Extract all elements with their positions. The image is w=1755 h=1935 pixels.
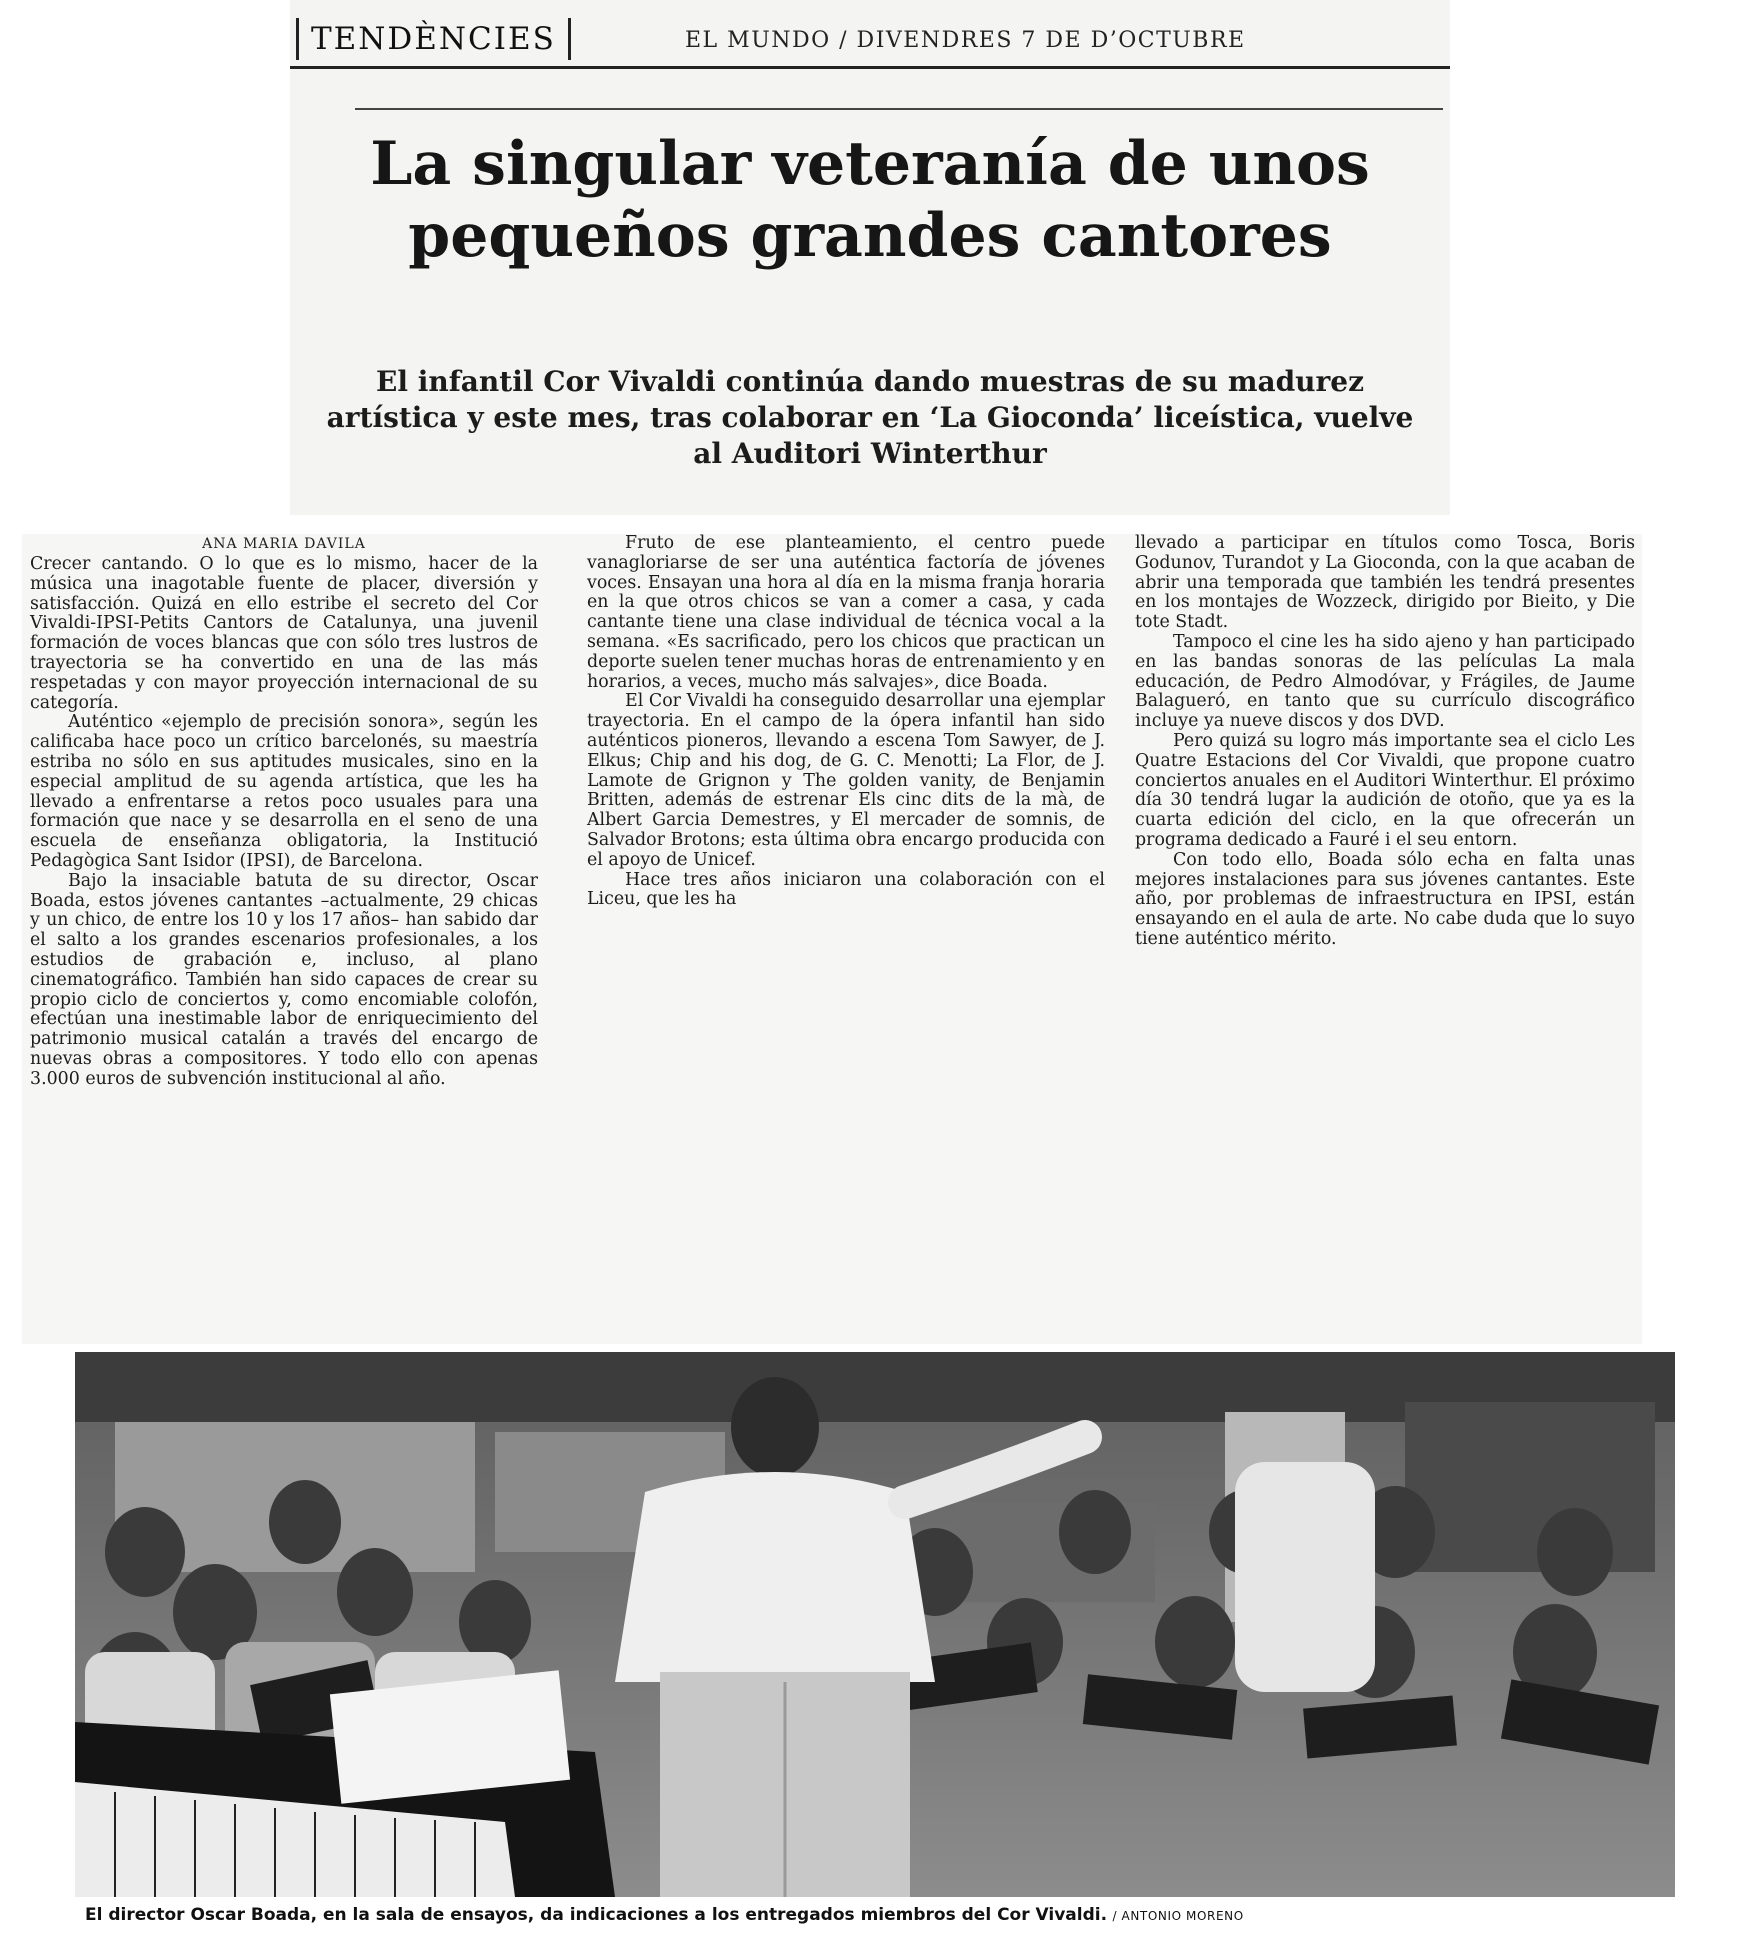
photo-credit: / ANTONIO MORENO <box>1112 1909 1244 1923</box>
photo-caption <box>85 1900 1665 1930</box>
section-header <box>290 14 1450 69</box>
paragraph: Pero quizá su logro más importante sea el ciclo Les Quatre Estacions del Cor Vivaldi, que propone cuatro conciertos anuales en el Auditori Winterthur. El próximo día 30 tendrá lugar la audición de otoño, que ya es la cuarta edición del ciclo, en la que ofrecerán un programa dedicado a Fauré i el seu entorn. <box>1135 730 1635 850</box>
headline: La singular veteranía de unos pequeños grandes cantores <box>370 129 1370 271</box>
paragraph: Bajo la insaciable batuta de su director, Oscar Boada, estos jóvenes cantantes –actualmente, 29 chicas y un chico, de entre los 10 y los 17 años– han sabido dar el salto a los grandes escenarios profesionales, a los estudios de grabación e, incluso, al plano cinematográfico. También han sido capaces de crear su propio ciclo de conciertos y, como encomiable colofón, efectúan una inestimable labor de enriquecimiento del patrimonio musical catalán a través del encargo de nuevas obras a compositores. Y todo ello con apenas 3.000 euros de subvención institucional al año. <box>30 870 538 1089</box>
paragraph: El Cor Vivaldi ha conseguido desarrollar una ejemplar trayectoria. En el campo de la ópera infantil han sido auténticos pioneros, llevando a escena Tom Sawyer, de J. Elkus; Chip and his dog, de G. C. Menotti; La Flor, de J. Lamote de Grignon y The golden vanity, de Benjamin Britten, además de estrenar Els cinc dits de la mà, de Albert Garcia Demestres, y El mercader de somnis, de Salvador Brotons; esta última obra encargo producida con el apoyo de Unicef. <box>587 691 1105 870</box>
paragraph: Auténtico «ejemplo de precisión sonora», según les calificaba hace poco un crítico barcelonés, su maestría estriba no sólo en sus aptitudes musicales, sino en la especial amplitud de su agenda artística, que les ha llevado a enfrentarse a retos poco usuales para una formación que nace y se desarrolla en el seno de una escuela de enseñanza obligatoria, la Institució Pedagògica Sant Isidor (IPSI), de Barcelona. <box>30 712 538 871</box>
caption-text: El director Oscar Boada, en la sala de ensayos, da indicaciones a los entregados miembros del Cor Vivaldi. <box>85 1905 1108 1925</box>
article-column-1 <box>30 534 538 1090</box>
paragraph: llevado a participar en títulos como Tosca, Boris Godunov, Turandot y La Gioconda, con la que acaban de abrir una temporada que también les tendrá presentes en los montajes de Wozzeck, dirigido por Bieito, y Die tote Stadt. <box>1135 533 1635 633</box>
paragraph: Con todo ello, Boada sólo echa en falta unas mejores instalaciones para sus jóvenes cantantes. Este año, por problemas de infraestructura en IPSI, están ensayando en el aula de arte. No cabe duda que lo suyo tiene auténtico mérito. <box>1135 849 1635 949</box>
subheadline: El infantil Cor Vivaldi continúa dando muestras de su madurez artística y este mes, tras colaborar en ‘La Gioconda’ liceística, vuelve al Auditori Winterthur <box>326 365 1414 470</box>
article-column-2 <box>587 534 1105 910</box>
choir-rehearsal-photo <box>75 1352 1675 1897</box>
section-name: TENDÈNCIES <box>296 18 571 60</box>
paragraph: Tampoco el cine les ha sido ajeno y han participado en las bandas sonoras de las películas La mala educación, de Pedro Almodóvar, y Frágiles, de Jaume Balagueró, en tanto que su currículo discográfico incluye ya nueve discos y dos DVD. <box>1135 631 1635 732</box>
photo-illustration <box>75 1352 1675 1897</box>
publication-date-line: EL MUNDO / DIVENDRES 7 DE D’OCTUBRE <box>685 28 1246 53</box>
headline-clipping <box>290 0 1450 515</box>
paragraph: Hace tres años iniciaron una colaboración con el Liceu, que les ha <box>587 869 1105 910</box>
divider-rule <box>355 108 1443 110</box>
article-column-3 <box>1135 534 1635 950</box>
paragraph: Crecer cantando. O lo que es lo mismo, hacer de la música una inagotable fuente de placer, diversión y satisfacción. Quizá en ello estribe el secreto del Cor Vivaldi-IPSI-Petits Cantors de Catalunya, una juvenil formación de voces blancas que con sólo tres lustros de trayectoria se ha convertido en una de las más respetadas y con mayor proyección internacional de su categoría. <box>30 554 538 713</box>
paragraph: Fruto de ese planteamiento, el centro puede vanagloriarse de ser una auténtica factoría de jóvenes voces. Ensayan una hora al día en la misma franja horaria en la que otros chicos se van a comer a casa, y cada cantante tiene una clase individual de técnica vocal a la semana. «Es sacrificado, pero los chicos que practican un deporte suelen tener muchas horas de entrenamiento y en horarios, a veces, mucho más salvajes», dice Boada. <box>587 533 1105 692</box>
byline: ANA MARIA DAVILA <box>202 536 366 552</box>
article-body <box>22 534 1642 1344</box>
